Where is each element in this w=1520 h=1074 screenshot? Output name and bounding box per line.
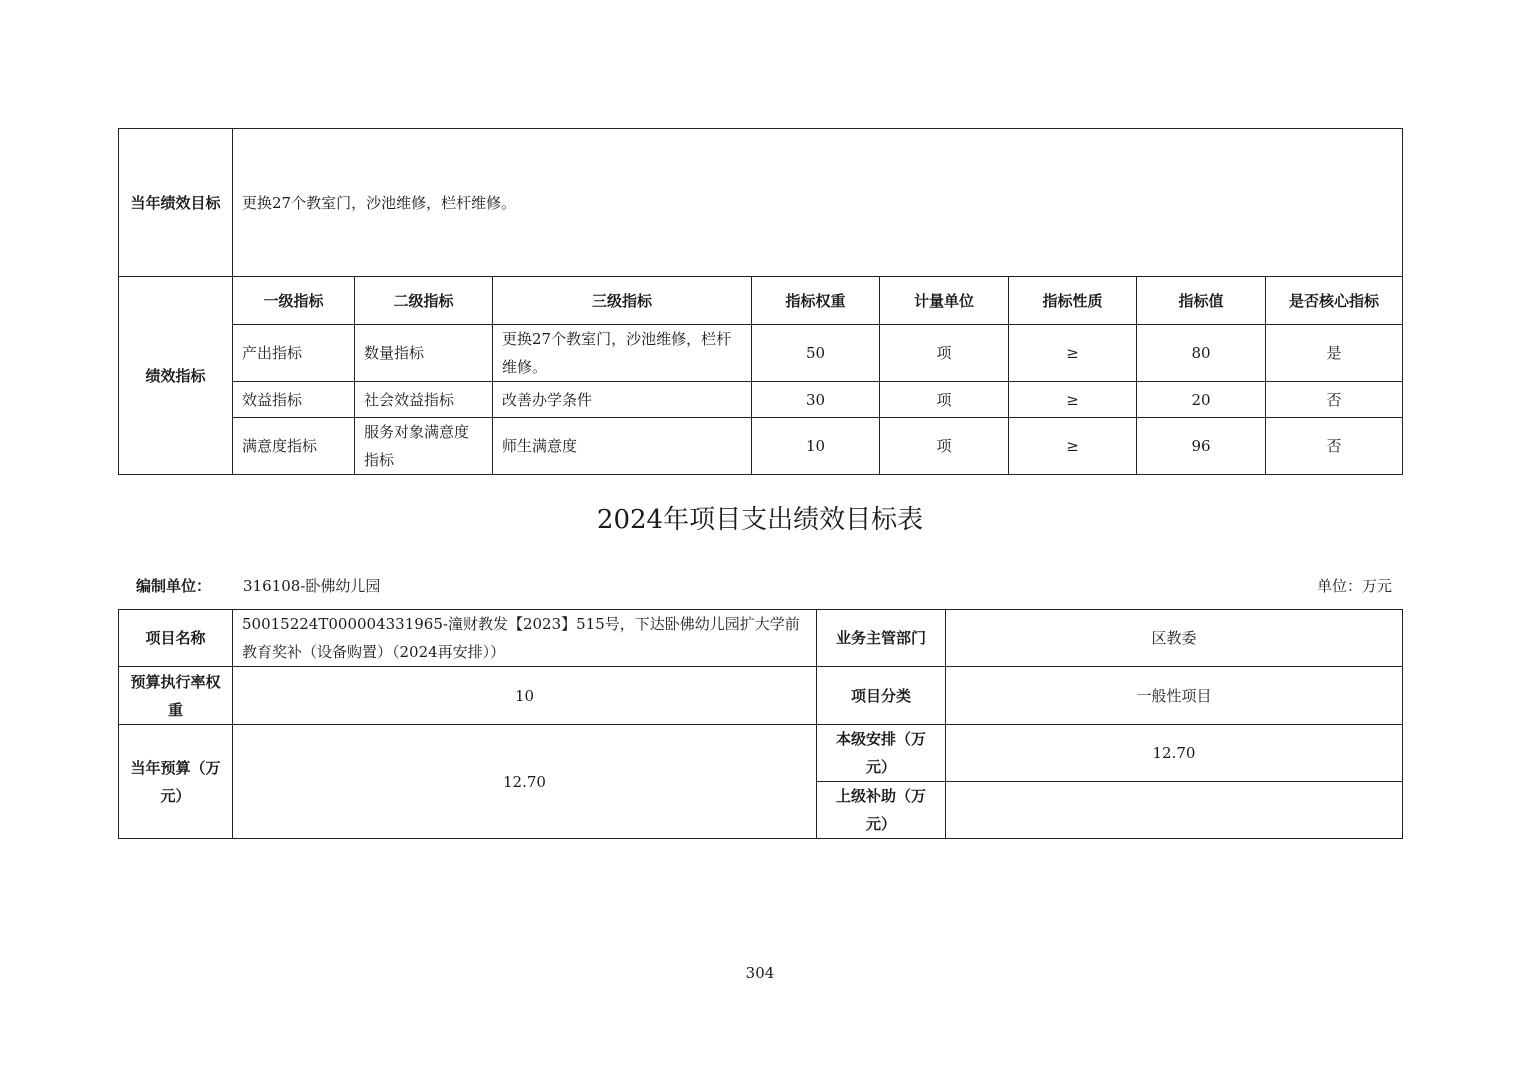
category-value: 一般性项目 (946, 667, 1403, 725)
row-l2: 社会效益指标 (355, 382, 493, 418)
goal-text: 更换27个教室门，沙池维修，栏杆维修。 (233, 129, 1403, 277)
table-row (119, 418, 1403, 475)
rate-value: 10 (233, 667, 817, 725)
subsidy-label: 上级补助（万元） (817, 782, 946, 839)
local-value: 12.70 (946, 725, 1403, 782)
header-l3: 三级指标 (493, 277, 752, 325)
row-nature: ≥ (1009, 418, 1137, 475)
header-nature: 指标性质 (1009, 277, 1137, 325)
header-unit: 计量单位 (880, 277, 1009, 325)
row-core: 否 (1266, 418, 1403, 475)
row-weight: 50 (752, 325, 880, 382)
row-unit: 项 (880, 382, 1009, 418)
row-l3: 师生满意度 (493, 418, 752, 475)
row-unit: 项 (880, 418, 1009, 475)
dept-value: 区教委 (946, 610, 1403, 667)
page-title: 2024年项目支出绩效目标表 (596, 505, 924, 535)
page-number: 304 (745, 964, 775, 982)
row-l1: 满意度指标 (233, 418, 355, 475)
dept-label: 业务主管部门 (817, 610, 946, 667)
row-value: 96 (1137, 418, 1266, 475)
goal-label: 当年绩效目标 (119, 129, 233, 277)
compiling-unit-label: 编制单位： (136, 577, 212, 595)
indicators-label: 绩效指标 (119, 277, 233, 475)
header-core: 是否核心指标 (1266, 277, 1403, 325)
row-core: 是 (1266, 325, 1403, 382)
project-name-label: 项目名称 (119, 610, 233, 667)
row-value: 20 (1137, 382, 1266, 418)
table-row (119, 382, 1403, 418)
compiling-unit (136, 573, 380, 599)
row-l2: 服务对象满意度指标 (355, 418, 493, 475)
row-l2: 数量指标 (355, 325, 493, 382)
row-core: 否 (1266, 382, 1403, 418)
budget-value: 12.70 (233, 725, 817, 839)
header-value: 指标值 (1137, 277, 1266, 325)
local-label: 本级安排（万元） (817, 725, 946, 782)
row-l3: 更换27个教室门，沙池维修，栏杆维修。 (493, 325, 752, 382)
project-name-value: 50015224T000004331965-潼财教发【2023】515号，下达卧佛幼儿园扩大学前教育奖补（设备购置）（2024再安排）） (233, 610, 817, 667)
header-l1: 一级指标 (233, 277, 355, 325)
row-nature: ≥ (1009, 325, 1137, 382)
project-table (118, 609, 1403, 839)
table-row (119, 325, 1403, 382)
budget-label: 当年预算（万元） (119, 725, 233, 839)
category-label: 项目分类 (817, 667, 946, 725)
row-value: 80 (1137, 325, 1266, 382)
header-weight: 指标权重 (752, 277, 880, 325)
subsidy-value (946, 782, 1403, 839)
performance-table (118, 128, 1403, 475)
header-l2: 二级指标 (355, 277, 493, 325)
rate-label: 预算执行率权重 (119, 667, 233, 725)
compiling-unit-value: 316108-卧佛幼儿园 (243, 577, 381, 595)
row-weight: 30 (752, 382, 880, 418)
row-l1: 效益指标 (233, 382, 355, 418)
row-nature: ≥ (1009, 382, 1137, 418)
row-l1: 产出指标 (233, 325, 355, 382)
row-unit: 项 (880, 325, 1009, 382)
row-l3: 改善办学条件 (493, 382, 752, 418)
currency-unit: 单位：万元 (1316, 577, 1392, 595)
row-weight: 10 (752, 418, 880, 475)
